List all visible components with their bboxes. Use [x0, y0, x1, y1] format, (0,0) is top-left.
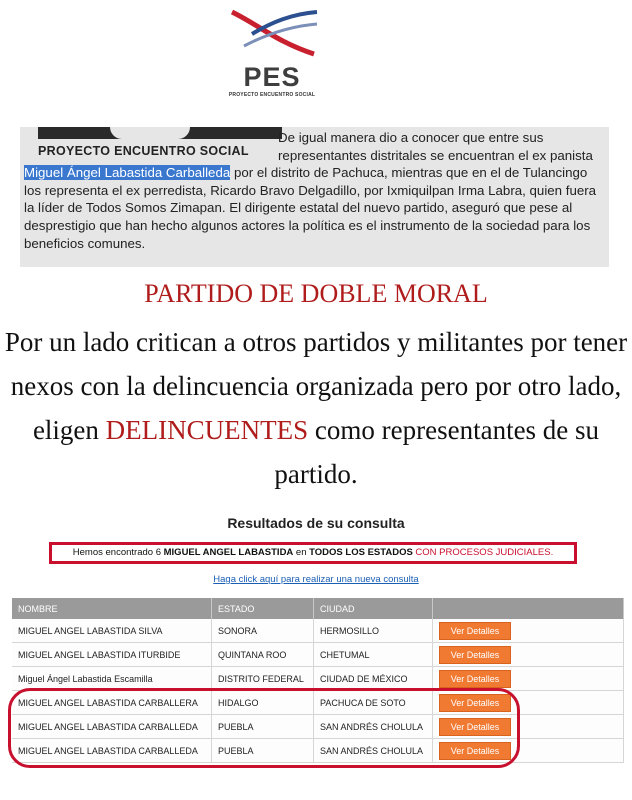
table-header: [12, 598, 624, 619]
cell-estado: PUEBLA: [212, 715, 314, 739]
ver-detalles-button[interactable]: Ver Detalles: [439, 670, 511, 688]
cell-ciudad: SAN ANDRÉS CHOLULA: [314, 739, 433, 763]
results-table: [12, 598, 624, 763]
results-found-box: Hemos encontrado 6 MIGUEL ANGEL LABASTIDA en TODOS LOS ESTADOS CON PROCESOS JUDICIALES.: [49, 542, 577, 564]
results-title: Resultados de su consulta: [227, 515, 405, 531]
logo-text: PES: [243, 62, 301, 92]
cell-nombre: MIGUEL ANGEL LABASTIDA CARBALLEDA: [12, 739, 212, 763]
cell-action: [433, 643, 624, 667]
ver-detalles-button[interactable]: Ver Detalles: [439, 742, 511, 760]
pes-swoosh-icon: [222, 4, 322, 64]
cell-estado: QUINTANA ROO: [212, 643, 314, 667]
table-row: [12, 619, 624, 643]
col-nombre: NOMBRE: [12, 598, 212, 619]
cell-nombre: MIGUEL ANGEL LABASTIDA SILVA: [12, 619, 212, 643]
table-row: [12, 691, 624, 715]
ver-detalles-button[interactable]: Ver Detalles: [439, 646, 511, 664]
cell-ciudad: SAN ANDRÉS CHOLULA: [314, 715, 433, 739]
col-ciudad: CIUDAD: [314, 598, 433, 619]
article-clip: [20, 127, 609, 267]
message: Por un lado critican a otros partidos y militantes por tener nexos con la delincuencia organizada pero por otro lado, eligen DELINCUENTES como representantes de su partido.: [4, 327, 628, 489]
pes-logo: [222, 4, 322, 100]
ver-detalles-button[interactable]: Ver Detalles: [439, 622, 511, 640]
cell-ciudad: HERMOSILLO: [314, 619, 433, 643]
cell-estado: PUEBLA: [212, 739, 314, 763]
cell-estado: HIDALGO: [212, 691, 314, 715]
logo-subtitle: PROYECTO ENCUENTRO SOCIAL: [228, 92, 316, 98]
highlighted-name: Miguel Ángel Labastida Carballeda: [24, 165, 231, 181]
cell-nombre: MIGUEL ANGEL LABASTIDA ITURBIDE: [12, 643, 212, 667]
cell-nombre: MIGUEL ANGEL LABASTIDA CARBALLERA: [12, 691, 212, 715]
cell-action: [433, 691, 624, 715]
cell-ciudad: CIUDAD DE MÉXICO: [314, 667, 433, 691]
cell-action: [433, 667, 624, 691]
table-row: [12, 667, 624, 691]
cell-action: [433, 715, 624, 739]
cell-action: [433, 739, 624, 763]
article-brand-label: PROYECTO ENCUENTRO SOCIAL: [38, 144, 249, 158]
cell-ciudad: PACHUCA DE SOTO: [314, 691, 433, 715]
cell-estado: DISTRITO FEDERAL: [212, 667, 314, 691]
col-estado: ESTADO: [212, 598, 314, 619]
cell-estado: SONORA: [212, 619, 314, 643]
new-query-link[interactable]: Haga click aquí para realizar una nueva consulta: [213, 574, 419, 585]
table-row: [12, 715, 624, 739]
col-actions: [433, 598, 624, 619]
cell-ciudad: CHETUMAL: [314, 643, 433, 667]
table-row: [12, 643, 624, 667]
table-row: [12, 739, 624, 763]
cell-action: [433, 619, 624, 643]
cell-nombre: Miguel Ángel Labastida Escamilla: [12, 667, 212, 691]
article-paragraph: De igual manera dio a conocer que entre sus representantes distritales se encuentran el ex panista Miguel Ángel Labastida Carballeda por el distrito de Pachuca, mientras que en el de Tulancingo los representa el ex perredista, Ricardo Bravo Delgadillo, por Ixmiquilpan Irma Labra, quien fuera la líder de Todos Somos Zimapan. El dirigente estatal del nuevo partido, aseguró que pese al desprestigio que han hecho algunos actores la política es el instrumento de la sociedad para los beneficios comunes.: [24, 130, 597, 251]
cell-nombre: MIGUEL ANGEL LABASTIDA CARBALLEDA: [12, 715, 212, 739]
ver-detalles-button[interactable]: Ver Detalles: [439, 718, 511, 736]
headline: PARTIDO DE DOBLE MORAL: [144, 279, 488, 308]
ver-detalles-button[interactable]: Ver Detalles: [439, 694, 511, 712]
